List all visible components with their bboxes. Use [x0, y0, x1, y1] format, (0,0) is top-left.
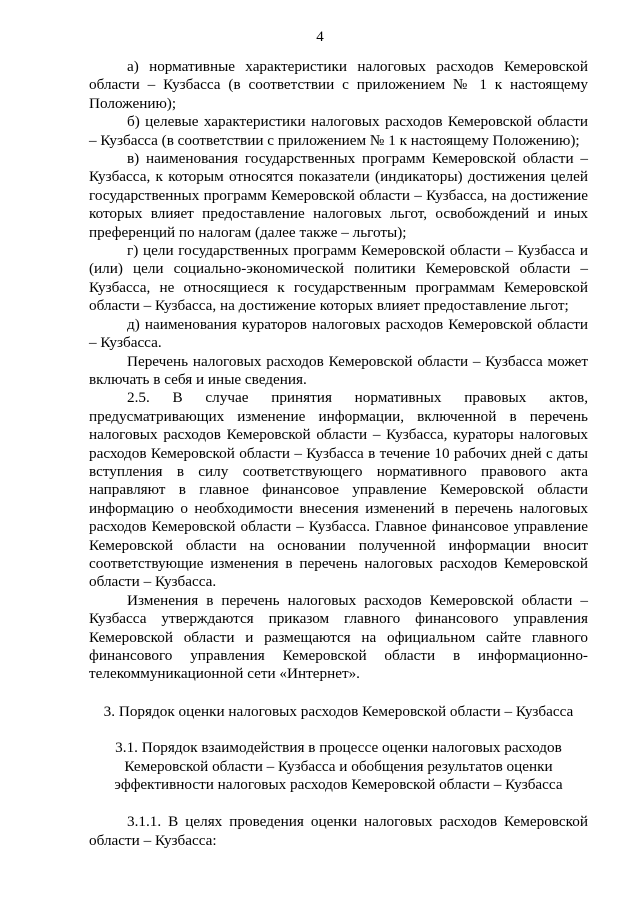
subsection-heading-3-1: 3.1. Порядок взаимодействия в процессе оценки налоговых расходов Кемеровской области – Кузбасса и обобщения результатов оценки эффективности налоговых расходов Кемеровской области – Кузбасса — [114, 739, 563, 794]
paragraph-3-1-1: 3.1.1. В целях проведения оценки налоговых расходов Кемеровской области – Кузбасса: — [89, 813, 588, 849]
paragraph-item-b: б) целевые характеристики налоговых расходов Кемеровской области – Кузбасса (в соответствии с приложением № 1 к настоящему Положению); — [89, 113, 588, 149]
document-body — [89, 58, 588, 850]
paragraph-list-note: Перечень налоговых расходов Кемеровской области – Кузбасса может включать в себя и иные сведения. — [89, 352, 588, 388]
paragraph-changes-approval: Изменения в перечень налоговых расходов Кемеровской области – Кузбасса утверждаются приказом главного финансового управления Кемеровской области и размещаются на официальном сайте главного финансового управления Кемеровской области в информационно-телекоммуникационной сети «Интернет». — [89, 591, 588, 683]
paragraph-2-5: 2.5. В случае принятия нормативных правовых актов, предусматривающих изменение информации, включенной в перечень налоговых расходов Кемеровской области – Кузбасса, кураторы налоговых расходов Кемеровской области – Кузбасса в течение 10 рабочих дней с даты вступления в силу соответствующего нормативного правового акта направляют в главное финансовое управление Кемеровской области информацию о необходимости внесения изменений в перечень налоговых расходов Кемеровской области – Кузбасса. Главное финансовое управление Кемеровской области на основании полученной информации вносит соответствующие изменения в перечень налоговых расходов Кемеровской области – Кузбасса. — [89, 389, 588, 591]
page-number: 4 — [316, 29, 324, 45]
paragraph-item-a: а) нормативные характеристики налоговых расходов Кемеровской области – Кузбасса (в соответствии с приложением № 1 к настоящему Положению); — [89, 58, 588, 112]
paragraph-item-d: д) наименования кураторов налоговых расходов Кемеровской области – Кузбасса. — [89, 315, 588, 352]
section-heading-3: 3. Порядок оценки налоговых расходов Кемеровской области – Кузбасса — [103, 702, 574, 720]
paragraph-item-g: г) цели государственных программ Кемеровской области – Кузбасса и (или) цели социально-экономической политики Кемеровской области – Кузбасса, не относящиеся к государственным программам Кемеровской области – Кузбасса, на достижение которых влияет предоставление льгот; — [89, 242, 588, 315]
paragraph-item-v: в) наименования государственных программ Кемеровской области – Кузбасса, к которым относятся показатели (индикаторы) достижения целей государственных программ Кемеровской области – Кузбасса, на достижение которых влияет предоставление налоговых льгот, освобождений и иных преференций по налогам (далее также – льготы); — [89, 150, 588, 241]
